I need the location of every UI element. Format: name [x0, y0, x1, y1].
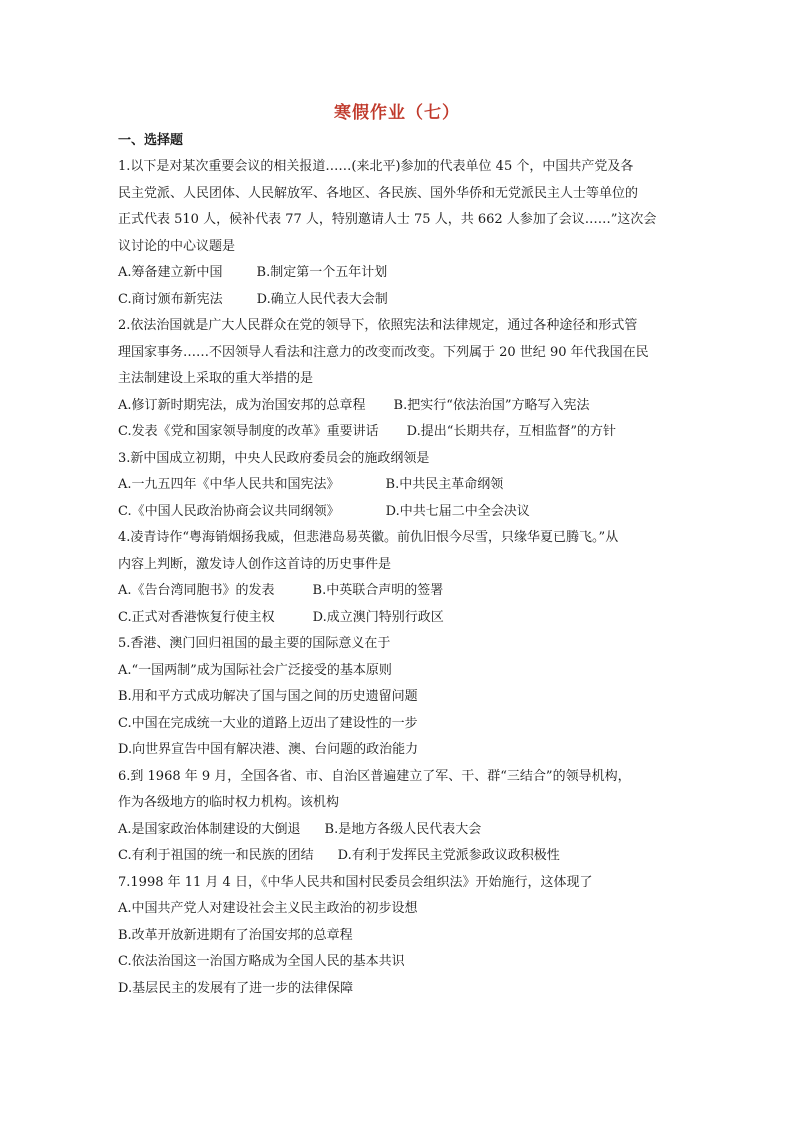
option-row [118, 976, 684, 1003]
option-b: B.是地方各级人民代表大会 [324, 821, 482, 837]
option-d: D.有利于发挥民主党派参政议政积极性 [337, 848, 560, 863]
question-1 [118, 154, 684, 313]
option-d: D.中共七届二中全会决议 [385, 503, 530, 519]
document-title: 寒假作业（七） [334, 103, 460, 123]
option-row [118, 817, 684, 844]
question-stem-line: 议讨论的中心议题是 [118, 238, 236, 254]
section-heading: 一、选择题 [118, 133, 184, 148]
option-d: D.成立澳门特别行政区 [312, 609, 444, 625]
question-2 [118, 313, 684, 446]
option-a: A.“一国两制”成为国际社会广泛接受的基本原则 [118, 662, 392, 678]
option-b: B.用和平方式成功解决了国与国之间的历史遗留问题 [118, 689, 418, 704]
option-b: B.中英联合声明的签署 [312, 583, 444, 598]
question-stem-line: 3.新中国成立初期，中央人民政府委员会的施政纲领是 [118, 450, 430, 466]
option-a: A.中国共产党人对建设社会主义民主政治的初步设想 [118, 901, 418, 916]
option-row [118, 393, 684, 420]
option-row [118, 737, 684, 764]
option-c: C.发表《党和国家领导制度的改革》重要讲话 [118, 424, 379, 439]
question-3 [118, 446, 684, 526]
option-row [118, 260, 684, 287]
question-stem-line: 内容上判断，激发诗人创作这首诗的历史事件是 [118, 556, 392, 572]
option-row [118, 923, 684, 950]
option-c: C.中国在完成统一大业的道路上迈出了建设性的一步 [118, 715, 418, 731]
option-row [118, 287, 684, 314]
question-stem-line: 作为各级地方的临时权力机构。该机构 [118, 795, 340, 810]
option-c: C.商讨颁布新宪法 [118, 291, 223, 307]
option-d: D.提出“长期共存，互相监督”的方针 [406, 424, 617, 439]
option-b: B.改革开放新进期有了治国安邦的总章程 [118, 927, 353, 943]
option-row [118, 419, 684, 446]
option-row [118, 711, 684, 738]
question-list [118, 154, 684, 1002]
question-stem-line: 4.凌青诗作“粤海销烟扬我威，但悲港岛易英徽。前仇旧恨今尽雪，只缘华夏已腾飞。”从 [118, 530, 619, 545]
option-d: D.确立人民代表大会制 [256, 291, 388, 307]
option-row [118, 472, 684, 499]
question-6 [118, 764, 684, 870]
question-stem-line: 6.到 1968 年 9 月，全国各省、市、自治区普遍建立了军、干、群“三结合”的领导机构， [118, 768, 631, 784]
option-row [118, 684, 684, 711]
document-body [118, 128, 684, 1002]
question-7 [118, 870, 684, 1003]
question-stem-line: 正式代表 510 人，候补代表 77 人，特别邀请人士 75 人，共 662 人参加了会议……”这次会 [118, 212, 657, 227]
option-row [118, 499, 684, 526]
option-a: A.一九五四年《中华人民共和国宪法》 [118, 477, 340, 492]
option-row [118, 843, 684, 870]
question-stem-line: 民主党派、人民团体、人民解放军、各地区、各民族、国外华侨和无党派民主人士等单位的 [118, 185, 639, 201]
question-stem-line: 2.依法治国就是广大人民群众在党的领导下，依照宪法和法律规定，通过各种途径和形式管 [118, 318, 638, 333]
option-row [118, 949, 684, 976]
option-b: B.制定第一个五年计划 [256, 265, 388, 280]
option-b: B.把实行“依法治国”方略写入宪法 [393, 397, 590, 413]
question-4 [118, 525, 684, 631]
option-c: C.依法治国这一治国方略成为全国人民的基本共识 [118, 954, 405, 969]
question-5 [118, 631, 684, 764]
option-a: A.是国家政治体制建设的大倒退 [118, 821, 301, 837]
option-c: C.有利于祖国的统一和民族的团结 [118, 848, 314, 863]
option-d: D.基层民主的发展有了进一步的法律保障 [118, 980, 354, 996]
option-a: A.《告台湾同胞书》的发表 [118, 583, 275, 598]
question-stem-line: 7.1998 年 11 月 4 日，《中华人民共和国村民委员会组织法》开始施行，这体现了 [118, 874, 593, 890]
option-row [118, 896, 684, 923]
question-stem-line: 主法制建设上采取的重大举措的是 [118, 371, 314, 386]
question-stem-line: 理国家事务……不因领导人看法和注意力的改变而改变。下列属于 20 世纪 90 年代我国在民 [118, 344, 649, 360]
option-c: C.正式对香港恢复行使主权 [118, 609, 275, 625]
option-a: A.筹备建立新中国 [118, 265, 223, 280]
question-stem-line: 5.香港、澳门回归祖国的最主要的国际意义在于 [118, 636, 391, 651]
option-d: D.向世界宣告中国有解决港、澳、台问题的政治能力 [118, 742, 419, 757]
option-row [118, 605, 684, 632]
option-a: A.修订新时期宪法，成为治国安邦的总章程 [118, 397, 366, 413]
option-b: B.中共民主革命纲领 [385, 477, 504, 492]
option-row [118, 578, 684, 605]
option-row [118, 658, 684, 685]
option-c: C.《中国人民政治协商会议共同纲领》 [118, 503, 340, 519]
question-stem-line: 1.以下是对某次重要会议的相关报道……(来北平)参加的代表单位 45 个，中国共产党及各 [118, 159, 634, 174]
